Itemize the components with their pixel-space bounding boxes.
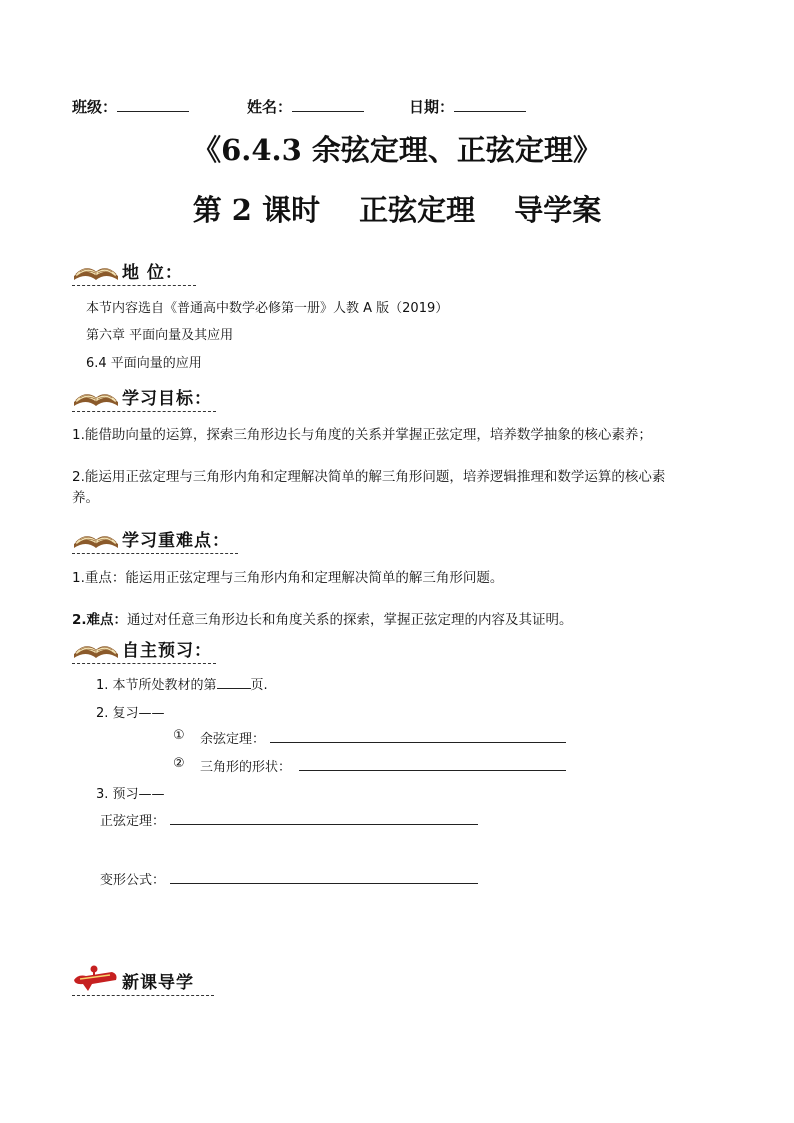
hard-point-text: 通过对任意三角形边长和角度关系的探索，掌握正弦定理的内容及其证明。 <box>127 612 573 628</box>
class-label: 班级： <box>72 98 118 116</box>
name-label: 姓名： <box>247 98 293 116</box>
section-new-lesson-title: 新课导学 <box>122 973 194 993</box>
position-line-1: 本节内容选自《普通高中数学必修第一册》人教 A 版（2019） <box>86 301 449 316</box>
section-preview-heading <box>72 632 216 666</box>
heading-underline <box>72 553 238 554</box>
page-number-blank[interactable] <box>217 676 251 689</box>
triangle-shape-label: 三角形的形状： <box>200 760 292 775</box>
section-new-lesson-heading <box>72 964 214 998</box>
hard-point <box>72 608 573 628</box>
open-book-icon <box>72 632 120 662</box>
preview-item-1-text: 1. 本节所处教材的第 <box>96 678 217 693</box>
heading-underline <box>72 663 216 664</box>
goal-item-2-cont: 养。 <box>72 490 99 506</box>
formula-blank[interactable] <box>170 882 478 884</box>
class-field[interactable] <box>72 96 189 117</box>
review-number-2: ② <box>173 756 185 771</box>
heading-underline <box>72 285 196 286</box>
section-key-points-title: 学习重难点： <box>122 531 230 551</box>
review-number-1: ① <box>173 728 185 743</box>
preview-item-1 <box>96 674 268 693</box>
goal-item-2: 2.能运用正弦定理与三角形内角和定理解决简单的解三角形问题，培养逻辑推理和数学运算的核心素 <box>72 469 666 485</box>
name-blank[interactable] <box>292 97 364 112</box>
position-line-2: 第六章 平面向量及其应用 <box>86 328 234 343</box>
position-line-3: 6.4 平面向量的应用 <box>86 356 202 371</box>
hard-point-label: 2.难点： <box>72 612 128 628</box>
section-goals-heading <box>72 380 216 414</box>
date-label: 日期： <box>409 98 455 116</box>
open-book-icon <box>72 380 120 410</box>
class-blank[interactable] <box>117 97 189 112</box>
triangle-shape-blank[interactable] <box>299 769 566 771</box>
date-field[interactable] <box>409 96 526 117</box>
sine-law-label: 正弦定理： <box>100 814 166 829</box>
cosine-law-label: 余弦定理： <box>200 732 266 747</box>
name-field[interactable] <box>247 96 364 117</box>
preview-item-3: 3. 预习—— <box>96 787 165 802</box>
open-book-icon <box>72 254 120 284</box>
heading-underline <box>72 995 214 996</box>
key-point <box>72 566 503 586</box>
section-goals-title: 学习目标： <box>122 389 212 409</box>
formula-label: 变形公式： <box>100 873 166 888</box>
date-blank[interactable] <box>454 97 526 112</box>
preview-item-1-suffix: 页. <box>250 678 268 693</box>
section-position-heading <box>72 254 196 288</box>
sine-law-blank[interactable] <box>170 823 478 825</box>
section-key-points-heading <box>72 522 238 556</box>
key-point-label: 1.重点： <box>72 570 126 586</box>
section-preview-title: 自主预习： <box>122 641 212 661</box>
heading-underline <box>72 411 216 412</box>
cosine-law-blank[interactable] <box>270 741 566 743</box>
key-point-text: 能运用正弦定理与三角形内角和定理解决简单的解三角形问题。 <box>125 570 504 586</box>
document-subtitle: 第 2 课时 正弦定理 导学案 <box>192 193 602 227</box>
lesson-badge-icon <box>72 964 120 994</box>
document-title: 《6.4.3 余弦定理、正弦定理》 <box>192 133 602 167</box>
preview-item-2: 2. 复习—— <box>96 706 165 721</box>
open-book-icon <box>72 522 120 552</box>
goal-item-1: 1.能借助向量的运算，探索三角形边长与角度的关系并掌握正弦定理，培养数学抽象的核心素养； <box>72 427 652 443</box>
section-position-title: 地 位： <box>122 263 183 283</box>
